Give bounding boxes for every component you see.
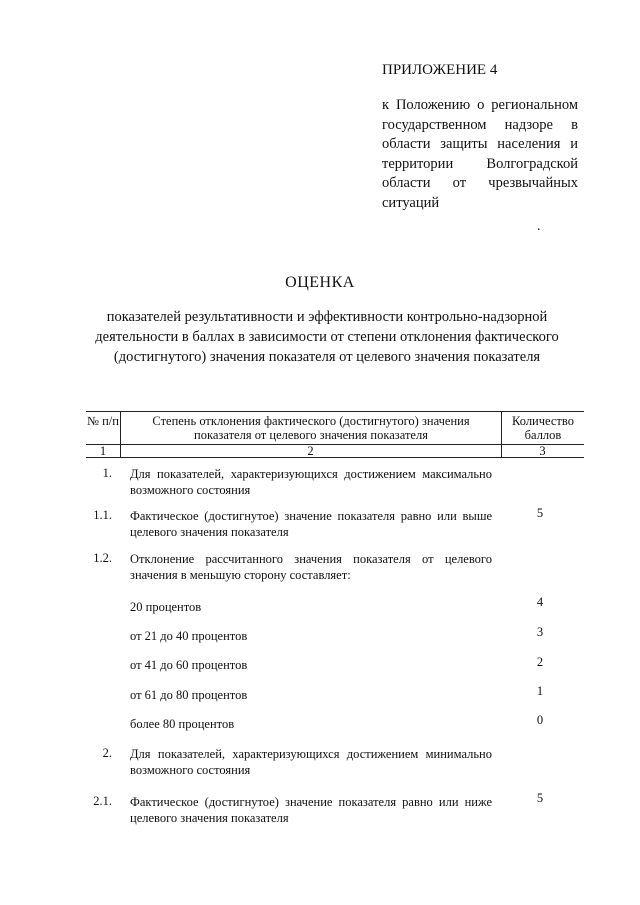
- row-score: 2: [536, 655, 544, 669]
- row-text: Фактическое (достигнутое) значение показателя равно или ниже целевого значения показателя: [130, 795, 492, 825]
- row-text: Для показателей, характеризующихся достижением минимально возможного состояния: [130, 747, 492, 777]
- row-number: 1.1.: [93, 508, 112, 522]
- row-number: 1.2.: [93, 551, 112, 565]
- row-text: от 41 до 60 процентов: [130, 658, 248, 672]
- row-score: 3: [536, 625, 544, 639]
- stray-dot: .: [537, 219, 541, 234]
- document-subtitle: показателей результативности и эффективности контрольно-надзорной деятельности в баллах в зависимости от степени отклонения фактического (достигнутого) значения показателя от целевого значения показателя: [95, 309, 559, 365]
- appendix-title: ПРИЛОЖЕНИЕ 4: [382, 62, 498, 78]
- header-deviation: Степень отклонения фактического (достигнутого) значения показателя от целевого значения показателя: [152, 414, 470, 442]
- row-text: более 80 процентов: [130, 717, 235, 731]
- row-text: Отклонение рассчитанного значения показателя от целевого значения в меньшую сторону составляет:: [130, 552, 492, 582]
- row-score: 5: [536, 791, 544, 805]
- column-number: 1: [99, 444, 107, 458]
- table-top-border: [86, 411, 584, 412]
- row-text: от 21 до 40 процентов: [130, 629, 248, 643]
- row-text: от 61 до 80 процентов: [130, 688, 248, 702]
- appendix-reference: к Положению о региональном государственном надзоре в области защиты населения и территории Волгоградской области от чрезвычайных ситуаций: [382, 97, 578, 211]
- column-number: 2: [307, 444, 314, 458]
- row-score: 0: [536, 713, 544, 727]
- document-title: ОЦЕНКА: [285, 274, 355, 291]
- header-num: № п/п: [87, 414, 119, 428]
- row-text: Для показателей, характеризующихся достижением максимально возможного состояния: [130, 467, 492, 497]
- row-number: 2.: [102, 746, 112, 760]
- column-number: 3: [539, 444, 546, 458]
- row-number: 2.1.: [93, 794, 112, 808]
- row-score: 5: [536, 506, 544, 520]
- row-score: 4: [536, 595, 544, 609]
- header-score: Количество баллов: [512, 414, 574, 442]
- row-number: 1.: [102, 466, 112, 480]
- row-score: 1: [536, 684, 544, 698]
- row-text: 20 процентов: [130, 600, 202, 614]
- row-text: Фактическое (достигнутое) значение показателя равно или выше целевого значения показателя: [130, 509, 492, 539]
